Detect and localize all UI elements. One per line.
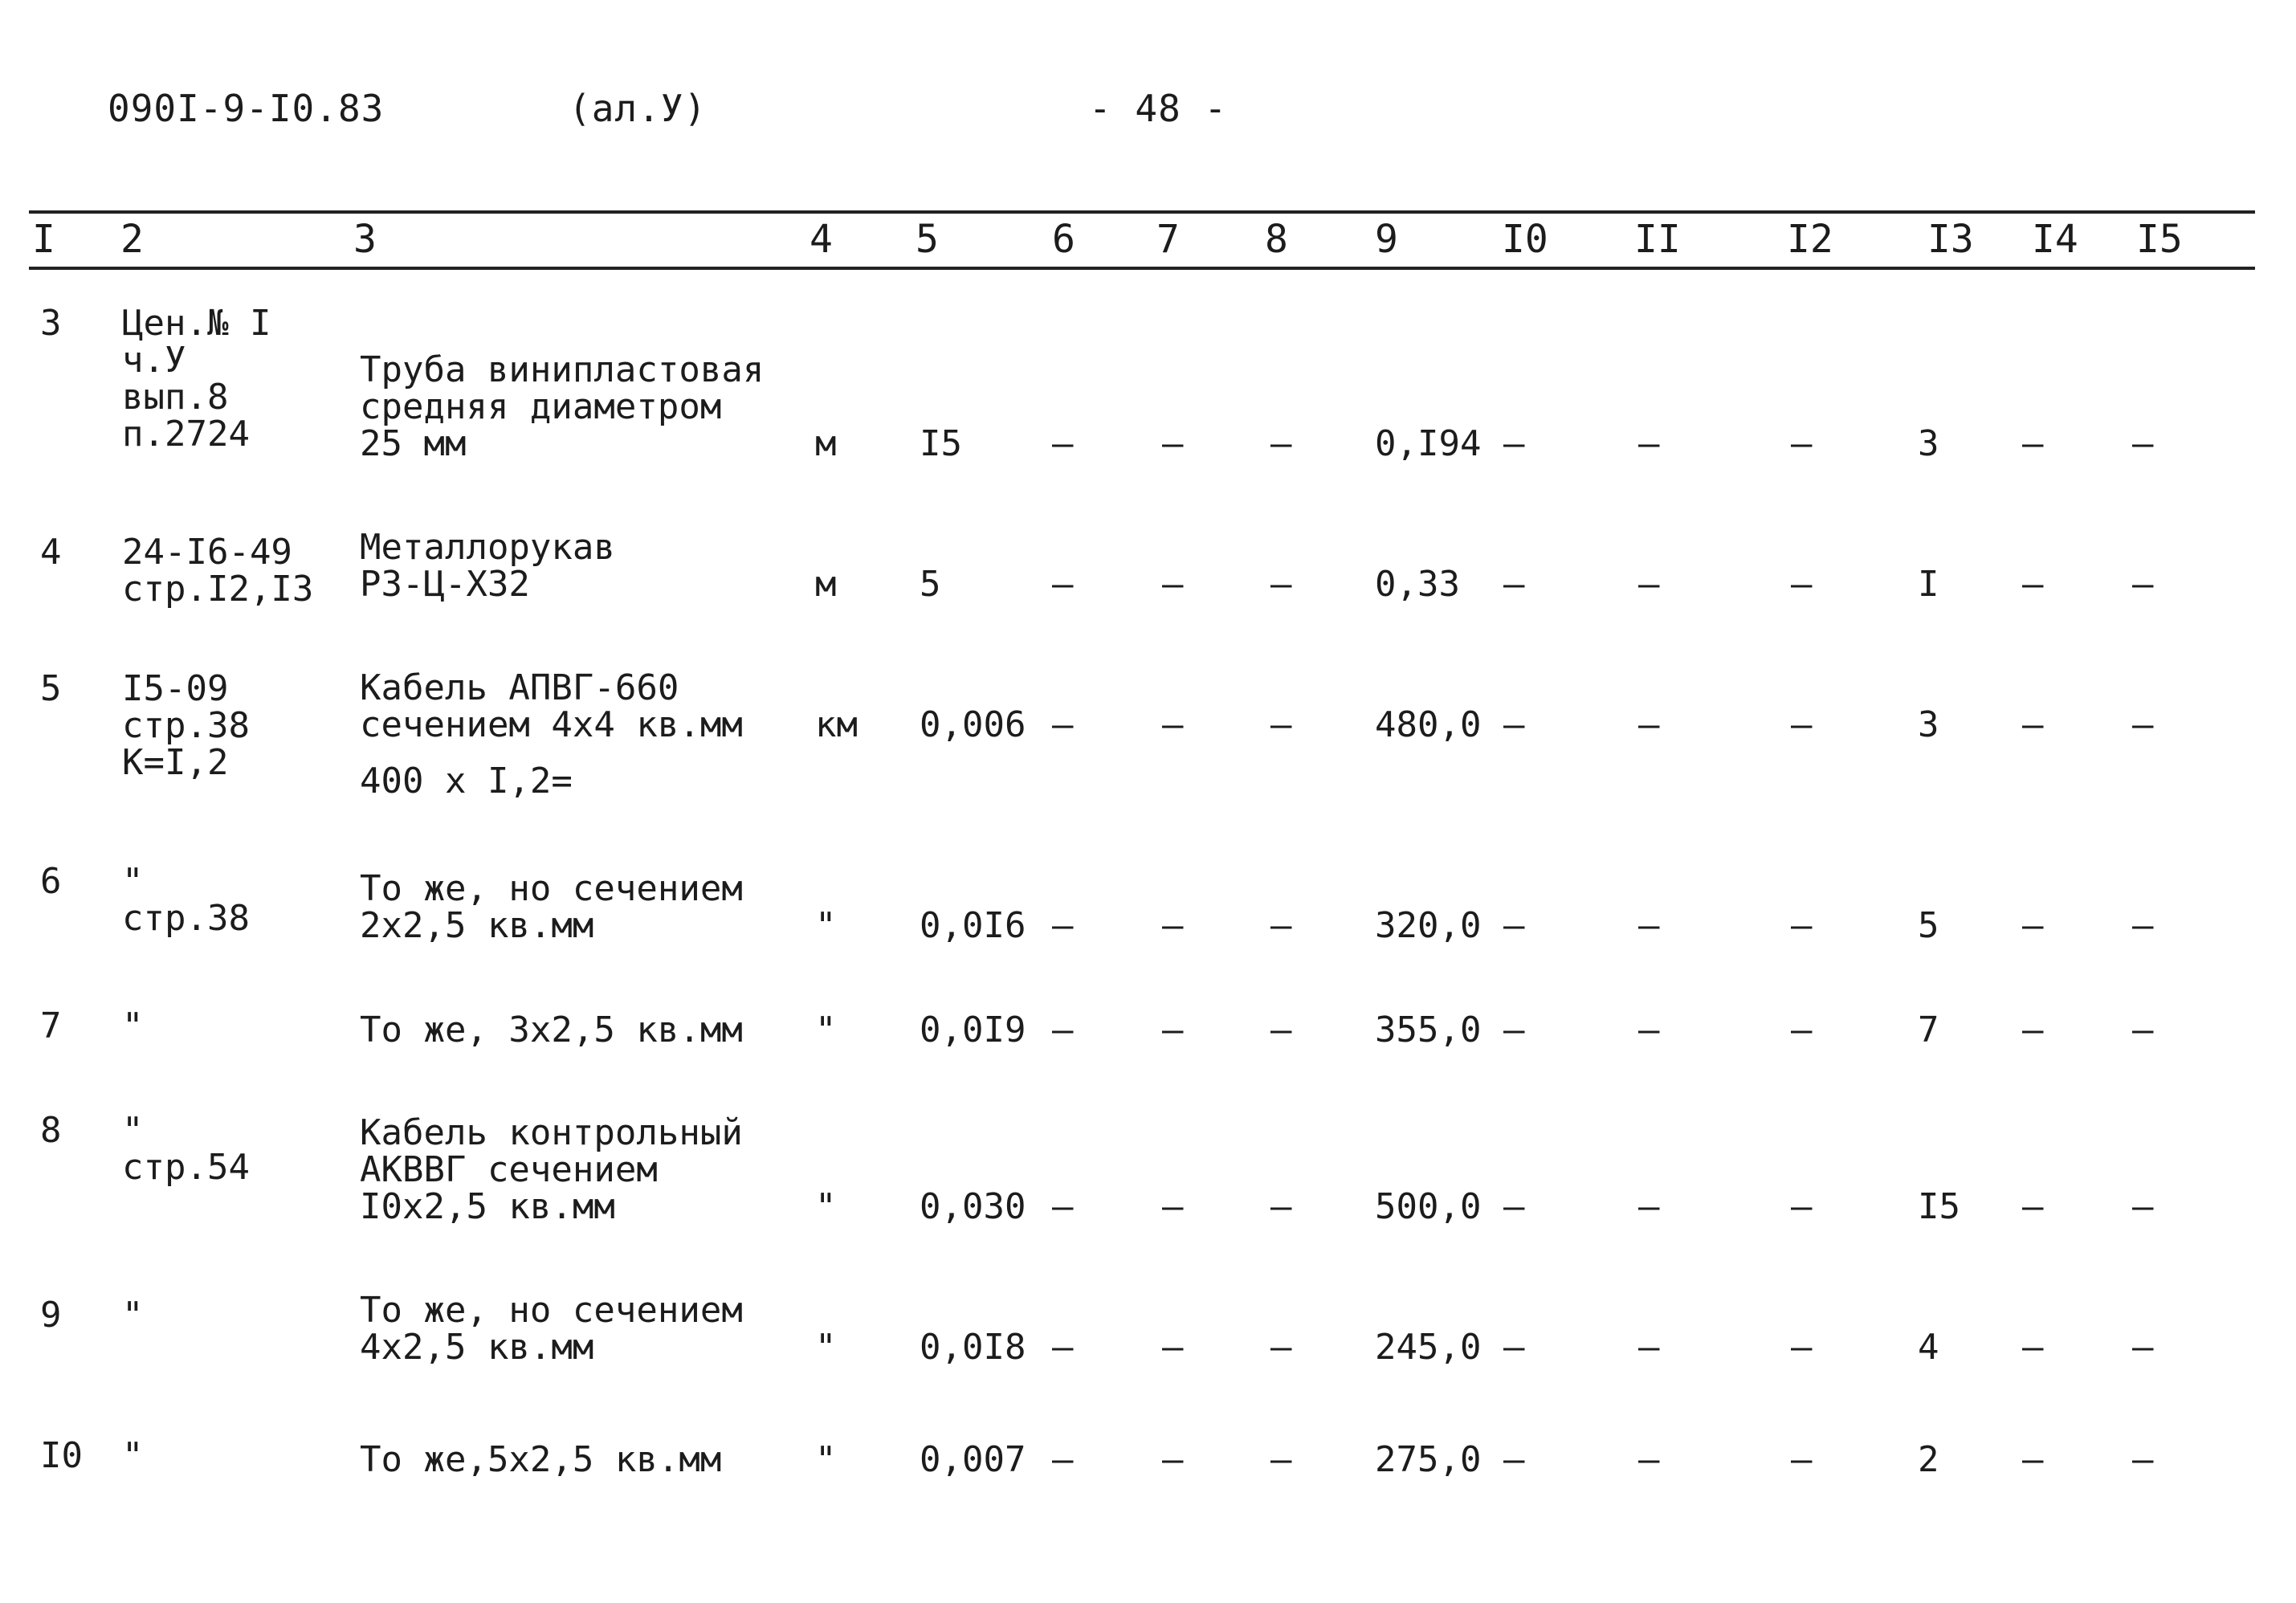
row-reference-line: " [122,1295,144,1336]
row-col-11: – [1638,423,1660,464]
row-col-13: 4 [1918,1327,1939,1368]
row-col-6: – [1052,1439,1074,1480]
row-col-6: – [1052,423,1074,464]
row-unit: " [815,1439,837,1480]
row-quantity: 0,007 [920,1439,1026,1480]
row-col-9: 0,33 [1375,564,1460,605]
row-reference [122,305,271,453]
row-number: 3 [40,303,62,344]
row-col-14: – [2022,1010,2044,1050]
row-col-6: – [1052,905,1074,946]
row-col-7: – [1162,1439,1184,1480]
row-col-7: – [1162,704,1184,745]
row-col-14: – [2022,1186,2044,1227]
row-number: 7 [40,1005,62,1046]
row-col-10: – [1503,1186,1525,1227]
row-col-12: – [1791,1439,1813,1480]
row-col-14: – [2022,1439,2044,1480]
row-description-line: Р3-Ц-Х32 [360,564,530,605]
row-unit: " [815,905,837,946]
row-col-6: – [1052,1010,1074,1050]
row-description [360,868,743,946]
row-reference-line: " [122,1435,144,1476]
row-reference-line: стр.38 [122,898,250,939]
row-col-13: 5 [1918,905,1939,946]
row-description-line: сечением 4х4 кв.мм [360,704,743,745]
row-col-15: – [2132,564,2154,605]
row-col-13: I [1918,564,1939,605]
row-col-6: – [1052,1327,1074,1368]
row-col-15: – [2132,1327,2154,1368]
row-col-10: – [1503,423,1525,464]
row-col-13: 3 [1918,704,1939,745]
row-description-line: АКВВГ сечением [360,1149,658,1190]
row-col-12: – [1791,1010,1813,1050]
row-col-12: – [1791,704,1813,745]
row-description-line: 4х2,5 кв.мм [360,1327,594,1368]
table-top-rule [29,210,2255,214]
row-col-9: 500,0 [1375,1186,1482,1227]
row-description [360,1292,743,1366]
row-col-15: – [2132,704,2154,745]
column-number: 6 [1052,217,1075,262]
row-col-15: – [2132,1010,2154,1050]
row-col-15: – [2132,1439,2154,1480]
column-number: I3 [1927,217,1974,262]
row-col-7: – [1162,1327,1184,1368]
row-reference-line: К=I,2 [122,742,229,783]
row-col-13: 3 [1918,423,1939,464]
row-col-11: – [1638,1186,1660,1227]
row-description [360,1112,743,1227]
row-reference-line: " [122,861,144,902]
row-col-11: – [1638,1010,1660,1050]
row-col-14: – [2022,564,2044,605]
row-col-13: 2 [1918,1439,1939,1480]
row-col-13: I5 [1918,1186,1960,1227]
row-col-12: – [1791,423,1813,464]
row-col-11: – [1638,1327,1660,1368]
row-reference-line: ч.У [122,340,186,381]
row-quantity: I5 [920,423,962,464]
column-number: I [32,217,55,262]
row-col-6: – [1052,564,1074,605]
row-col-7: – [1162,1186,1184,1227]
page-number: - 48 - [1089,87,1228,130]
row-unit: м [815,423,837,464]
row-col-12: – [1791,1327,1813,1368]
row-number: I0 [40,1435,83,1476]
row-col-9: 245,0 [1375,1327,1482,1368]
row-col-6: – [1052,1186,1074,1227]
row-col-7: – [1162,423,1184,464]
column-number: I4 [2032,217,2078,262]
row-col-9: 0,I94 [1375,423,1482,464]
row-reference-line: стр.54 [122,1147,250,1188]
row-reference [122,534,313,608]
row-col-13: 7 [1918,1010,1939,1050]
row-description [360,667,743,802]
column-number: 4 [810,217,833,262]
row-col-15: – [2132,423,2154,464]
row-col-15: – [2132,905,2154,946]
row-col-10: – [1503,1439,1525,1480]
row-unit: " [815,1186,837,1227]
row-description [360,1012,743,1049]
row-unit: " [815,1327,837,1368]
row-col-7: – [1162,905,1184,946]
column-number: 7 [1156,217,1180,262]
row-col-11: – [1638,1439,1660,1480]
row-reference [122,668,250,783]
row-col-11: – [1638,704,1660,745]
row-description-line: Кабель контрольный [360,1112,743,1153]
row-col-7: – [1162,1010,1184,1050]
row-col-14: – [2022,423,2044,464]
row-number: 8 [40,1110,62,1151]
row-quantity: 0,0I8 [920,1327,1026,1368]
row-reference-line: п.2724 [122,414,250,455]
row-col-7: – [1162,564,1184,605]
row-col-8: – [1270,423,1292,464]
row-col-9: 355,0 [1375,1010,1482,1050]
row-description-line: средняя диаметром [360,386,722,427]
row-col-9: 480,0 [1375,704,1482,745]
row-quantity: 5 [920,564,941,605]
row-col-10: – [1503,905,1525,946]
row-col-14: – [2022,704,2044,745]
column-number: I0 [1502,217,1548,262]
row-number: 6 [40,861,62,902]
row-reference-line: стр.38 [122,705,250,746]
row-col-15: – [2132,1186,2154,1227]
row-description-line: Труба винипластовая [360,349,765,390]
row-description-line: То же, но сечением [360,868,743,909]
header-bottom-rule [29,267,2255,270]
row-description-line: То же, 3х2,5 кв.мм [360,1010,743,1050]
row-quantity: 0,030 [920,1186,1026,1227]
row-number: 4 [40,532,62,573]
row-col-10: – [1503,704,1525,745]
row-reference-line: Цен.№ I [122,303,271,344]
row-col-8: – [1270,1186,1292,1227]
row-reference-line: " [122,1005,144,1046]
row-col-14: – [2022,1327,2044,1368]
row-col-8: – [1270,1327,1292,1368]
row-col-8: – [1270,905,1292,946]
row-description [360,349,765,464]
row-col-10: – [1503,1010,1525,1050]
row-col-12: – [1791,564,1813,605]
row-quantity: 0,0I6 [920,905,1026,946]
row-unit: м [815,564,837,605]
row-col-9: 275,0 [1375,1439,1482,1480]
row-reference [122,1435,144,1476]
row-col-9: 320,0 [1375,905,1482,946]
column-number: 5 [916,217,939,262]
row-number: 5 [40,668,62,709]
row-col-8: – [1270,704,1292,745]
row-reference-line: стр.I2,I3 [122,569,314,610]
row-unit: " [815,1010,837,1050]
row-col-12: – [1791,905,1813,946]
row-unit: км [815,704,858,745]
row-col-10: – [1503,1327,1525,1368]
row-reference-line: I5-09 [122,668,229,709]
row-description-formula: 400 х I,2= [360,761,573,802]
column-number: II [1634,217,1681,262]
row-col-10: – [1503,564,1525,605]
row-col-11: – [1638,905,1660,946]
row-col-12: – [1791,1186,1813,1227]
row-reference [122,1112,250,1186]
row-quantity: 0,0I9 [920,1010,1026,1050]
row-description-line: Металлорукав [360,527,615,568]
row-col-8: – [1270,564,1292,605]
column-number: 3 [353,217,377,262]
row-description [360,1439,722,1480]
column-number: 8 [1265,217,1288,262]
row-description-line: То же,5х2,5 кв.мм [360,1439,722,1480]
row-description [360,529,615,603]
row-description-line: Кабель АПВГ-660 [360,667,679,708]
row-col-14: – [2022,905,2044,946]
row-reference-line: " [122,1110,144,1151]
row-reference [122,1005,144,1046]
column-number: 2 [120,217,144,262]
row-col-8: – [1270,1010,1292,1050]
column-number: 9 [1375,217,1398,262]
album-label: (ал.У) [569,87,708,130]
row-quantity: 0,006 [920,704,1026,745]
row-reference [122,1297,144,1334]
row-description-line: 2х2,5 кв.мм [360,905,594,946]
row-reference-line: 24-I6-49 [122,532,292,573]
row-description-line: 25 мм [360,423,467,464]
row-number: 9 [40,1295,62,1336]
row-description-line: I0х2,5 кв.мм [360,1186,615,1227]
column-number: I2 [1787,217,1833,262]
document-code: 090I-9-I0.83 [108,87,385,130]
row-reference-line: вып.8 [122,377,229,418]
row-col-6: – [1052,704,1074,745]
row-col-11: – [1638,564,1660,605]
row-description-line: То же, но сечением [360,1290,743,1331]
row-col-8: – [1270,1439,1292,1480]
column-number: I5 [2136,217,2183,262]
row-reference [122,863,250,937]
